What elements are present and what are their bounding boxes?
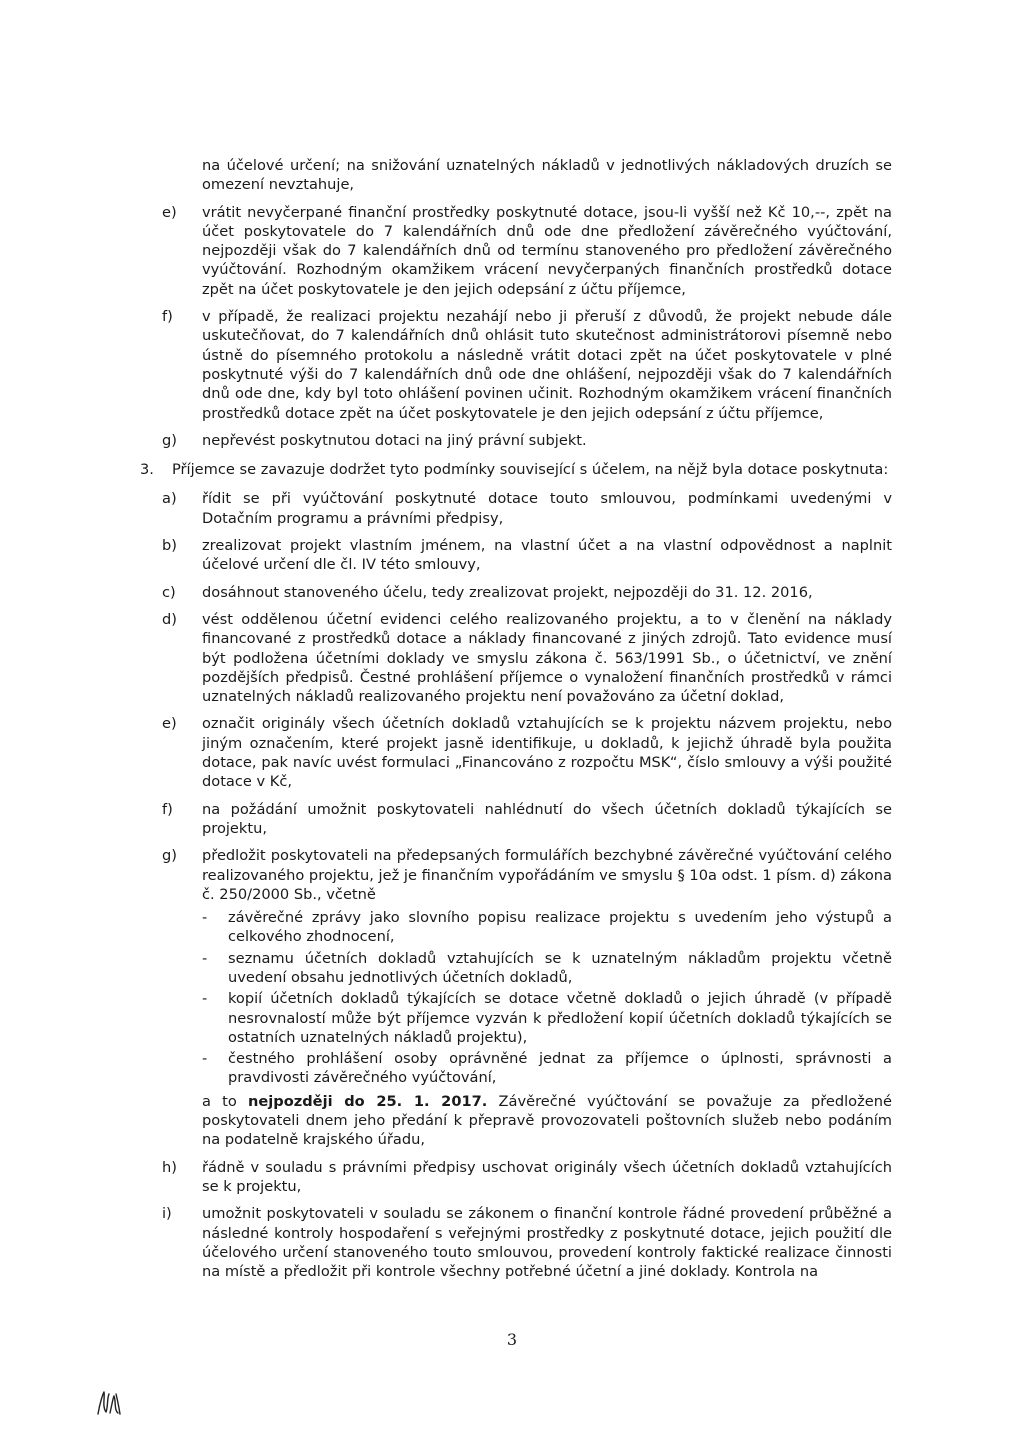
clause-text: na požádání umožnit poskytovateli nahlédnutí do všech účetních dokladů týkajících se projektu, <box>202 800 892 837</box>
section-intro: Příjemce se zavazuje dodržet tyto podmínky související s účelem, na nějž byla dotace poskytnuta: <box>172 461 889 479</box>
clause-2e <box>140 203 892 299</box>
document-body <box>140 156 892 1289</box>
section-number: 3. <box>140 461 154 479</box>
clause-3a <box>140 489 892 528</box>
clause-label: b) <box>162 537 177 555</box>
clause-text: řádně v souladu s právními předpisy uschovat originály všech účetních dokladů vztahujících se k projektu, <box>202 1158 892 1195</box>
clause-3d <box>140 610 892 706</box>
list-item: - závěrečné zprávy jako slovního popisu realizace projektu s uvedením jeho výstupů a celkového zhodnocení, <box>202 908 892 947</box>
clause-text: v případě, že realizaci projektu nezahájí nebo ji přeruší z důvodů, že projekt nebude dále uskutečňovat, do 7 kalendářních dnů ohlásit tuto skutečnost administrátorovi písemně nebo ústně do písemného protokolu a následně vrátit dotaci zpět na účet poskytovatele v plné poskytnuté výši do 7 kalendářních dnů ode dne ohlášení, nejpozději však do 7 kalendářních dnů ode dne, kdy byl toto ohlášení povinen učinit. Rozhodným okamžikem vrácení finančních prostředků dotace zpět na účet poskytovatele je den jejich odepsání z účtu příjemce, <box>202 308 892 422</box>
clause-2g <box>140 431 892 450</box>
clause-text: vést oddělenou účetní evidenci celého realizovaného projektu, a to v členění na náklady financované z prostředků dotace a náklady financované z jiných zdrojů. Tato evidence musí být podložena účetními doklady ve smyslu zákona č. 563/1991 Sb., o účetnictví, ve znění pozdějších předpisů. Čestné prohlášení příjemce o vynaložení finančních prostředků v rámci uznatelných nákladů realizovaného projektu není považováno za účetní doklad, <box>202 610 892 706</box>
clause-label: a) <box>162 490 177 508</box>
clause-text: nepřevést poskytnutou dotaci na jiný právní subjekt. <box>202 431 587 449</box>
clause-label: c) <box>162 583 176 601</box>
clause-label: e) <box>162 203 177 221</box>
clause-text: předložit poskytovateli na předepsaných formulářích bezchybné závěrečné vyúčtování celého realizovaného projektu, jež je finančním vypořádáním ve smyslu § 10a odst. 1 písm. d) zákona č. 250/2000 Sb., včetně <box>202 847 892 903</box>
clause-3i <box>140 1204 892 1281</box>
page-number: 3 <box>506 1330 518 1349</box>
deadline-date: nejpozději do 25. 1. 2017. <box>247 1092 488 1110</box>
clause-text: řídit se při vyúčtování poskytnuté dotace touto smlouvou, podmínkami uvedenými v Dotačním programu a právními předpisy, <box>202 490 892 527</box>
clause-label: f) <box>162 800 173 818</box>
clause-3e <box>140 714 892 791</box>
deadline-rest: Závěrečné vyúčtování se považuje za předložené poskytovateli dnem jeho předání k přepravě provozovateli poštovních služeb nebo podáním na podatelně krajského úřadu, <box>202 1092 892 1149</box>
list-item: - čestného prohlášení osoby oprávněné jednat za příjemce o úplnosti, správnosti a pravdivosti závěrečného vyúčtování, <box>202 1049 892 1088</box>
continuation-text: na účelové určení; na snižování uznatelných nákladů v jednotlivých nákladových druzích se omezení nevztahuje, <box>202 157 892 194</box>
deadline-text <box>202 1092 892 1150</box>
clause-3c <box>140 583 892 602</box>
clause-2f <box>140 307 892 423</box>
clause-text: zrealizovat projekt vlastním jménem, na vlastní účet a na vlastní odpovědnost a naplnit účelové určení dle čl. IV této smlouvy, <box>202 537 892 574</box>
deadline-prefix: a to <box>202 1092 248 1110</box>
list-item: - kopií účetních dokladů týkajících se dotace včetně dokladů o jejich úhradě (v případě nesrovnalostí může být příjemce vyzván k předložení kopií účetních dokladů týkajících se ostatních uznatelných nákladů projektu), <box>202 989 892 1047</box>
clause-label: g) <box>162 847 177 865</box>
clause-label: d) <box>162 610 177 628</box>
clause-label: g) <box>162 431 177 449</box>
clause-label: i) <box>162 1205 172 1223</box>
clause-text: vrátit nevyčerpané finanční prostředky poskytnuté dotace, jsou-li vyšší než Kč 10,--, zpět na účet poskytovatele do 7 kalendářních dnů ode dne předložení závěrečného vyúčtování, nejpozději však do 7 kalendářních dnů od termínu stanoveného pro předložení závěrečného vyúčtování. Rozhodným okamžikem vrácení nevyčerpaných finančních prostředků dotace zpět na účet poskytovatele je den jejich odepsání z účtu příjemce, <box>202 203 892 298</box>
clause-text: označit originály všech účetních dokladů vztahujících se k projektu názvem projektu, nebo jiným označením, které projekt jasně identifikuje, u dokladů, k jejichž úhradě byla použita dotace, pak navíc uvést formulaci „Financováno z rozpočtu MSK“, číslo smlouvy a výši použité dotace v Kč, <box>202 715 892 791</box>
clause-label: e) <box>162 715 177 733</box>
clause-3h <box>140 1158 892 1197</box>
list-item: - seznamu účetních dokladů vztahujících se k uznatelným nákladům projektu včetně uvedení obsahu jednotlivých účetních dokladů, <box>202 949 892 988</box>
clause-3f <box>140 800 892 839</box>
clause-3b <box>140 536 892 575</box>
clause-3g <box>140 846 892 1149</box>
handwritten-initials <box>94 1388 124 1418</box>
clause-label: f) <box>162 308 173 326</box>
clause-text: umožnit poskytovateli v souladu se zákonem o finanční kontrole řádné provedení průběžné a následné kontroly hospodaření s veřejnými prostředky z poskytnuté dotace, jejich použití dle účelového určení stanoveného touto smlouvou, provedení kontroly faktické realizace činnosti na místě a předložit při kontrole všechny potřebné účetní a jiné doklady. Kontrola na <box>202 1205 892 1281</box>
attachment-list <box>202 908 892 1088</box>
clause-text: dosáhnout stanoveného účelu, tedy zrealizovat projekt, nejpozději do 31. 12. 2016, <box>202 583 813 601</box>
clause-label: h) <box>162 1158 177 1176</box>
section-3 <box>140 460 892 479</box>
